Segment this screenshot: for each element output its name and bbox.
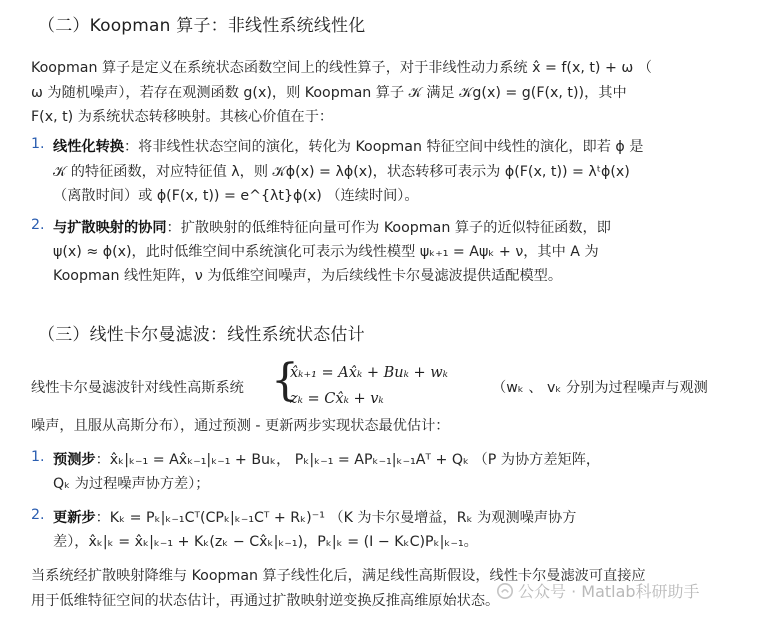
list-item-line: 𝒦 的特征函数，对应特征值 λ，则 𝒦ϕ(x) = λϕ(x)，状态转移可表示为 ϕ(F(x, t)) = λᵗϕ(x) [53, 164, 630, 180]
closing-line-1: 当系统经扩散映射降维与 Koopman 算子线性化后，满足线性高斯假设，线性卡尔曼滤波可直接应 [31, 568, 646, 584]
list-number: 2. [31, 507, 45, 523]
list-item-diffusion-synergy [53, 217, 611, 237]
kalman-intro-suffix: （wₖ 、 vₖ 分别为过程噪声与观测 [492, 380, 708, 396]
system-equation-observation: zₖ = Cx̂ₖ + vₖ [290, 391, 384, 407]
watermark-text: 公众号 · Matlab科研助手 [518, 582, 700, 601]
list-item-title: 线性化转换 [53, 139, 124, 155]
kalman-intro-prefix: 线性卡尔曼滤波针对线性高斯系统 [31, 380, 244, 396]
list-item-line: Koopman 线性矩阵，ν 为低维空间噪声，为后续线性卡尔曼滤波提供适配模型。 [53, 268, 563, 284]
watermark [496, 579, 700, 602]
system-equation-state: x̂ₖ₊₁ = Ax̂ₖ + Buₖ + wₖ [290, 365, 448, 381]
list-item-text: ：Kₖ = Pₖ|ₖ₋₁Cᵀ(CPₖ|ₖ₋₁Cᵀ + Rₖ)⁻¹ （K 为卡尔曼增益，Rₖ 为观测噪声协方 [95, 510, 577, 526]
list-item-text: ：扩散映射的低维特征向量可作为 Koopman 算子的近似特征函数，即 [166, 220, 611, 236]
system-brace: { [271, 355, 299, 406]
list-item-title: 与扩散映射的协同 [53, 220, 167, 236]
list-item-line: （离散时间）或 ϕ(F(x, t)) = e^{λt}ϕ(x) （连续时间）。 [53, 188, 419, 204]
list-item-predict [53, 449, 600, 469]
list-item-linearization [53, 136, 643, 156]
list-item-text: ：将非线性状态空间的演化，转化为 Koopman 特征空间中线性的演化，即若 ϕ 是 [123, 139, 644, 155]
list-number: 2. [31, 217, 45, 233]
closing-line-2: 用于低维特征空间的状态估计，再通过扩散映射逆变换反推高维原始状态。 [31, 593, 500, 609]
section-heading-kalman: （三）线性卡尔曼滤波：线性系统状态估计 [38, 325, 365, 345]
list-item-text: ：x̂ₖ|ₖ₋₁ = Ax̂ₖ₋₁|ₖ₋₁ + Buₖ， Pₖ|ₖ₋₁ = APₖ₋₁|ₖ₋₁Aᵀ + Qₖ （P 为协方差矩阵， [95, 452, 601, 468]
list-item-title: 预测步 [53, 452, 96, 468]
wechat-public-account-icon [496, 582, 514, 600]
list-item-title: 更新步 [53, 510, 96, 526]
list-item-line: ψ(x) ≈ ϕ(x)，此时低维空间中系统演化可表示为线性模型 ψₖ₊₁ = Aψₖ + ν，其中 A 为 [53, 244, 599, 260]
list-item-line: Qₖ 为过程噪声协方差）； [53, 476, 210, 492]
koopman-intro-line-1: Koopman 算子是定义在系统状态函数空间上的线性算子，对于非线性动力系统 x̂ = f(x, t) + ω （ [31, 60, 652, 76]
section-heading-koopman: （二）Koopman 算子：非线性系统线性化 [38, 16, 366, 36]
list-item-update [53, 507, 576, 527]
list-number: 1. [31, 136, 45, 152]
list-number: 1. [31, 449, 45, 465]
koopman-intro-line-3: F(x, t) 为系统状态转移映射。其核心价值在于： [31, 109, 334, 125]
koopman-intro-line-2: ω 为随机噪声），若存在观测函数 g(x)，则 Koopman 算子 𝒦 满足 𝒦g(x) = g(F(x, t))，其中 [31, 85, 627, 101]
kalman-intro-line-2: 噪声，且服从高斯分布），通过预测 - 更新两步实现状态最优估计： [31, 418, 450, 434]
list-item-line: 差），x̂ₖ|ₖ = x̂ₖ|ₖ₋₁ + Kₖ(zₖ − Cx̂ₖ|ₖ₋₁)，Pₖ|ₖ = (I − KₖC)Pₖ|ₖ₋₁。 [53, 534, 478, 550]
